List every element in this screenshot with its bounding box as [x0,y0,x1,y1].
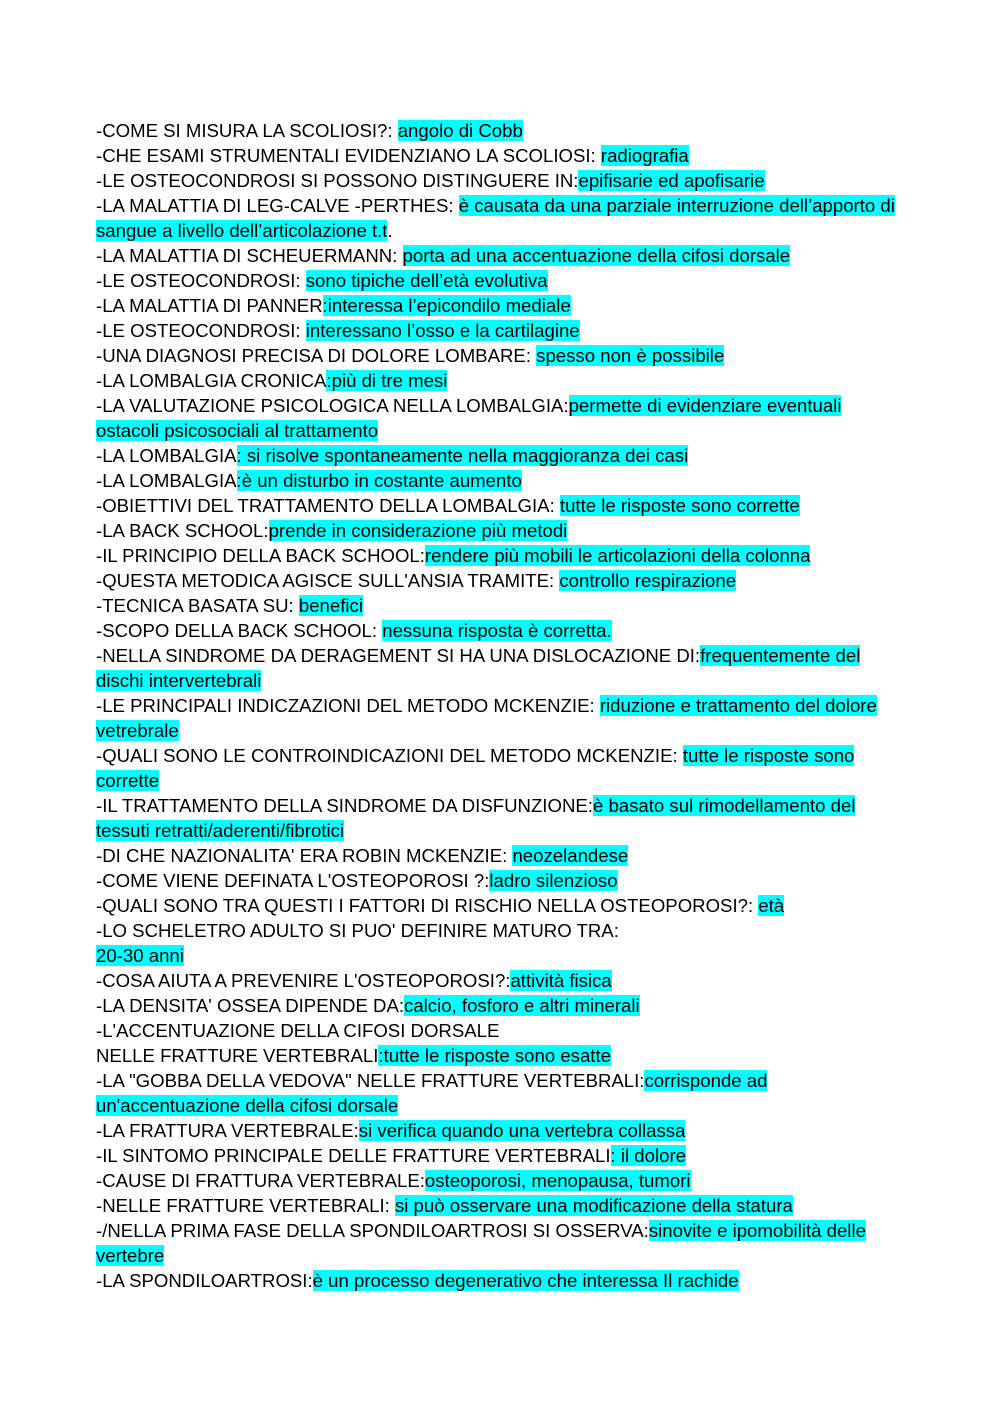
question-text: -COME VIENE DEFINATA L'OSTEOPOROSI ?: [96,870,490,891]
qa-line [96,268,906,293]
question-text: -LA LOMBALGIA CRONICA [96,370,327,391]
highlighted-answer: corrisponde ad un'accentuazione della cifosi dorsale [96,1070,768,1116]
question-text: -LA VALUTAZIONE PSICOLOGICA NELLA LOMBALGIA: [96,395,569,416]
qa-line [96,193,906,243]
highlighted-answer: rendere più mobili le articolazioni della colonna [424,545,811,566]
qa-line [96,793,906,843]
highlighted-answer: riduzione e trattamento del dolore vetrebrale [96,695,877,741]
question-text: -COME SI MISURA LA SCOLIOSI?: [96,120,398,141]
question-text: -LE OSTEOCONDROSI SI POSSONO DISTINGUERE IN: [96,170,579,191]
question-text: -NELLE FRATTURE VERTEBRALI: [96,1195,395,1216]
question-text: -IL PRINCIPIO DELLA BACK SCHOOL: [96,545,425,566]
qa-line [96,1193,906,1218]
qa-line [96,1118,906,1143]
qa-line [96,843,906,868]
qa-line [96,243,906,268]
question-text: -/NELLA PRIMA FASE DELLA SPONDILOARTROSI SI OSSERVA: [96,1220,649,1241]
qa-line [96,343,906,368]
question-text: -LA FRATTURA VERTEBRALE: [96,1120,359,1141]
question-text: -CHE ESAMI STRUMENTALI EVIDENZIANO LA SCOLIOSI: [96,145,601,166]
question-text: -COSA AIUTA A PREVENIRE L'OSTEOPOROSI?: [96,970,511,991]
highlighted-answer: nessuna risposta è corretta. [382,620,612,641]
highlighted-answer: :interessa l’epicondilo mediale [322,295,571,316]
highlighted-answer: controllo respirazione [559,570,737,591]
qa-line [96,568,906,593]
qa-line [96,893,906,918]
question-text: -CAUSE DI FRATTURA VERTEBRALE: [96,1170,425,1191]
question-text: -IL TRATTAMENTO DELLA SINDROME DA DISFUNZIONE: [96,795,593,816]
question-text: -LO SCHELETRO ADULTO SI PUO' DEFINIRE MATURO TRA: [96,920,619,941]
qa-line [96,1168,906,1193]
qa-line [96,143,906,168]
question-text: -L'ACCENTUAZIONE DELLA CIFOSI DORSALE [96,1020,500,1041]
question-text: -LA "GOBBA DELLA VEDOVA" NELLE FRATTURE VERTEBRALI: [96,1070,645,1091]
highlighted-answer: neozelandese [512,845,629,866]
question-text: -QUALI SONO TRA QUESTI I FATTORI DI RISCHIO NELLA OSTEOPOROSI?: [96,895,759,916]
qa-line [96,393,906,443]
question-text: -LA MALATTIA DI PANNER [96,295,323,316]
highlighted-answer: calcio, fosforo e altri minerali [404,995,640,1016]
highlighted-answer: prende in considerazione più metodi [268,520,568,541]
highlighted-answer: benefici [298,595,363,616]
qa-line [96,968,906,993]
qa-line [96,518,906,543]
highlighted-answer: :tutte le risposte sono esatte [378,1045,611,1066]
highlighted-answer: :più di tre mesi [326,370,448,391]
question-text: -LA LOMBALGIA [96,445,237,466]
question-text: -LA MALATTIA DI LEG-CALVE -PERTHES: [96,195,459,216]
qa-line [96,993,906,1018]
highlighted-answer: è basato sul rimodellamento del tessuti retratti/aderenti/fibrotici [96,795,856,841]
question-text: -QUESTA METODICA AGISCE SULL'ANSIA TRAMITE: [96,570,560,591]
highlighted-answer: frequentemente del dischi intervertebrali [96,645,861,691]
question-text: -LA DENSITA' OSSEA DIPENDE DA: [96,995,405,1016]
qa-line [96,743,906,793]
highlighted-answer: porta ad una accentuazione della cifosi dorsale [402,245,791,266]
question-text: -LA SPONDILOARTROSI: [96,1270,313,1291]
qa-line [96,318,906,343]
question-text: -LA BACK SCHOOL: [96,520,269,541]
qa-line [96,293,906,318]
highlighted-answer: sono tipiche dell’età evolutiva [305,270,548,291]
qa-line [96,168,906,193]
highlighted-answer: è causata da una parziale interruzione dell’apporto di sangue a livello dell’articolazione t.t [96,195,895,241]
trailing-punctuation: . [387,220,393,241]
highlighted-answer: spesso non è possibile [536,345,725,366]
document-page [96,118,906,1293]
qa-line [96,693,906,743]
highlighted-answer: radiografia [600,145,689,166]
highlighted-answer: tutte le risposte sono corrette [96,745,855,791]
qa-line [96,468,906,493]
qa-line [96,118,906,143]
question-text: -LE OSTEOCONDROSI: [96,270,306,291]
highlighted-answer: : il dolore [610,1145,686,1166]
highlighted-answer: permette di evidenziare eventuali ostacoli psicosociali al trattamento [96,395,842,441]
qa-line [96,443,906,468]
question-text: -SCOPO DELLA BACK SCHOOL: [96,620,383,641]
question-text: -UNA DIAGNOSI PRECISA DI DOLORE LOMBARE: [96,345,537,366]
qa-line [96,1068,906,1118]
question-text: -OBIETTIVI DEL TRATTAMENTO DELLA LOMBALGIA: [96,495,560,516]
qa-line [96,918,906,968]
highlighted-answer: è un processo degenerativo che interessa Il rachide [312,1270,739,1291]
highlighted-answer: età [758,895,785,916]
highlighted-answer: :è un disturbo in costante aumento [236,470,522,491]
question-text: -LA LOMBALGIA [96,470,237,491]
qa-line [96,593,906,618]
question-text: -QUALI SONO LE CONTROINDICAZIONI DEL METODO MCKENZIE: [96,745,683,766]
qa-line [96,643,906,693]
highlighted-answer: si può osservare una modificazione della statura [394,1195,793,1216]
qa-line [96,1218,906,1268]
qa-line [96,868,906,893]
qa-line [96,368,906,393]
question-text: -LA MALATTIA DI SCHEUERMANN: [96,245,403,266]
question-text: -TECNICA BASATA SU: [96,595,299,616]
highlighted-answer: attività fisica [510,970,612,991]
highlighted-answer: 20-30 anni [96,945,184,966]
highlighted-answer: angolo di Cobb [397,120,523,141]
qa-line [96,493,906,518]
highlighted-answer: si verifica quando una vertebra collassa [358,1120,686,1141]
highlighted-answer: epifisarie ed apofisarie [578,170,765,191]
qa-line [96,543,906,568]
qa-line [96,1143,906,1168]
qa-line [96,1018,906,1068]
question-text: -IL SINTOMO PRINCIPALE DELLE FRATTURE VERTEBRALI [96,1145,611,1166]
highlighted-answer: interessano l’osso e la cartilagine [305,320,580,341]
question-text: -LE OSTEOCONDROSI: [96,320,306,341]
question-text: NELLE FRATTURE VERTEBRALI [96,1045,379,1066]
highlighted-answer: : si risolve spontaneamente nella maggioranza dei casi [236,445,689,466]
highlighted-answer: osteoporosi, menopausa, tumori [424,1170,691,1191]
highlighted-answer: ladro silenzioso [489,870,618,891]
highlighted-answer: sinovite e ipomobilità delle vertebre [96,1220,866,1266]
question-text: -LE PRINCIPALI INDICZAZIONI DEL METODO MCKENZIE: [96,695,600,716]
question-text: -DI CHE NAZIONALITA' ERA ROBIN MCKENZIE: [96,845,513,866]
question-text: -NELLA SINDROME DA DERAGEMENT SI HA UNA DISLOCAZIONE DI: [96,645,701,666]
highlighted-answer: tutte le risposte sono corrette [559,495,800,516]
qa-line [96,1268,906,1293]
qa-line [96,618,906,643]
